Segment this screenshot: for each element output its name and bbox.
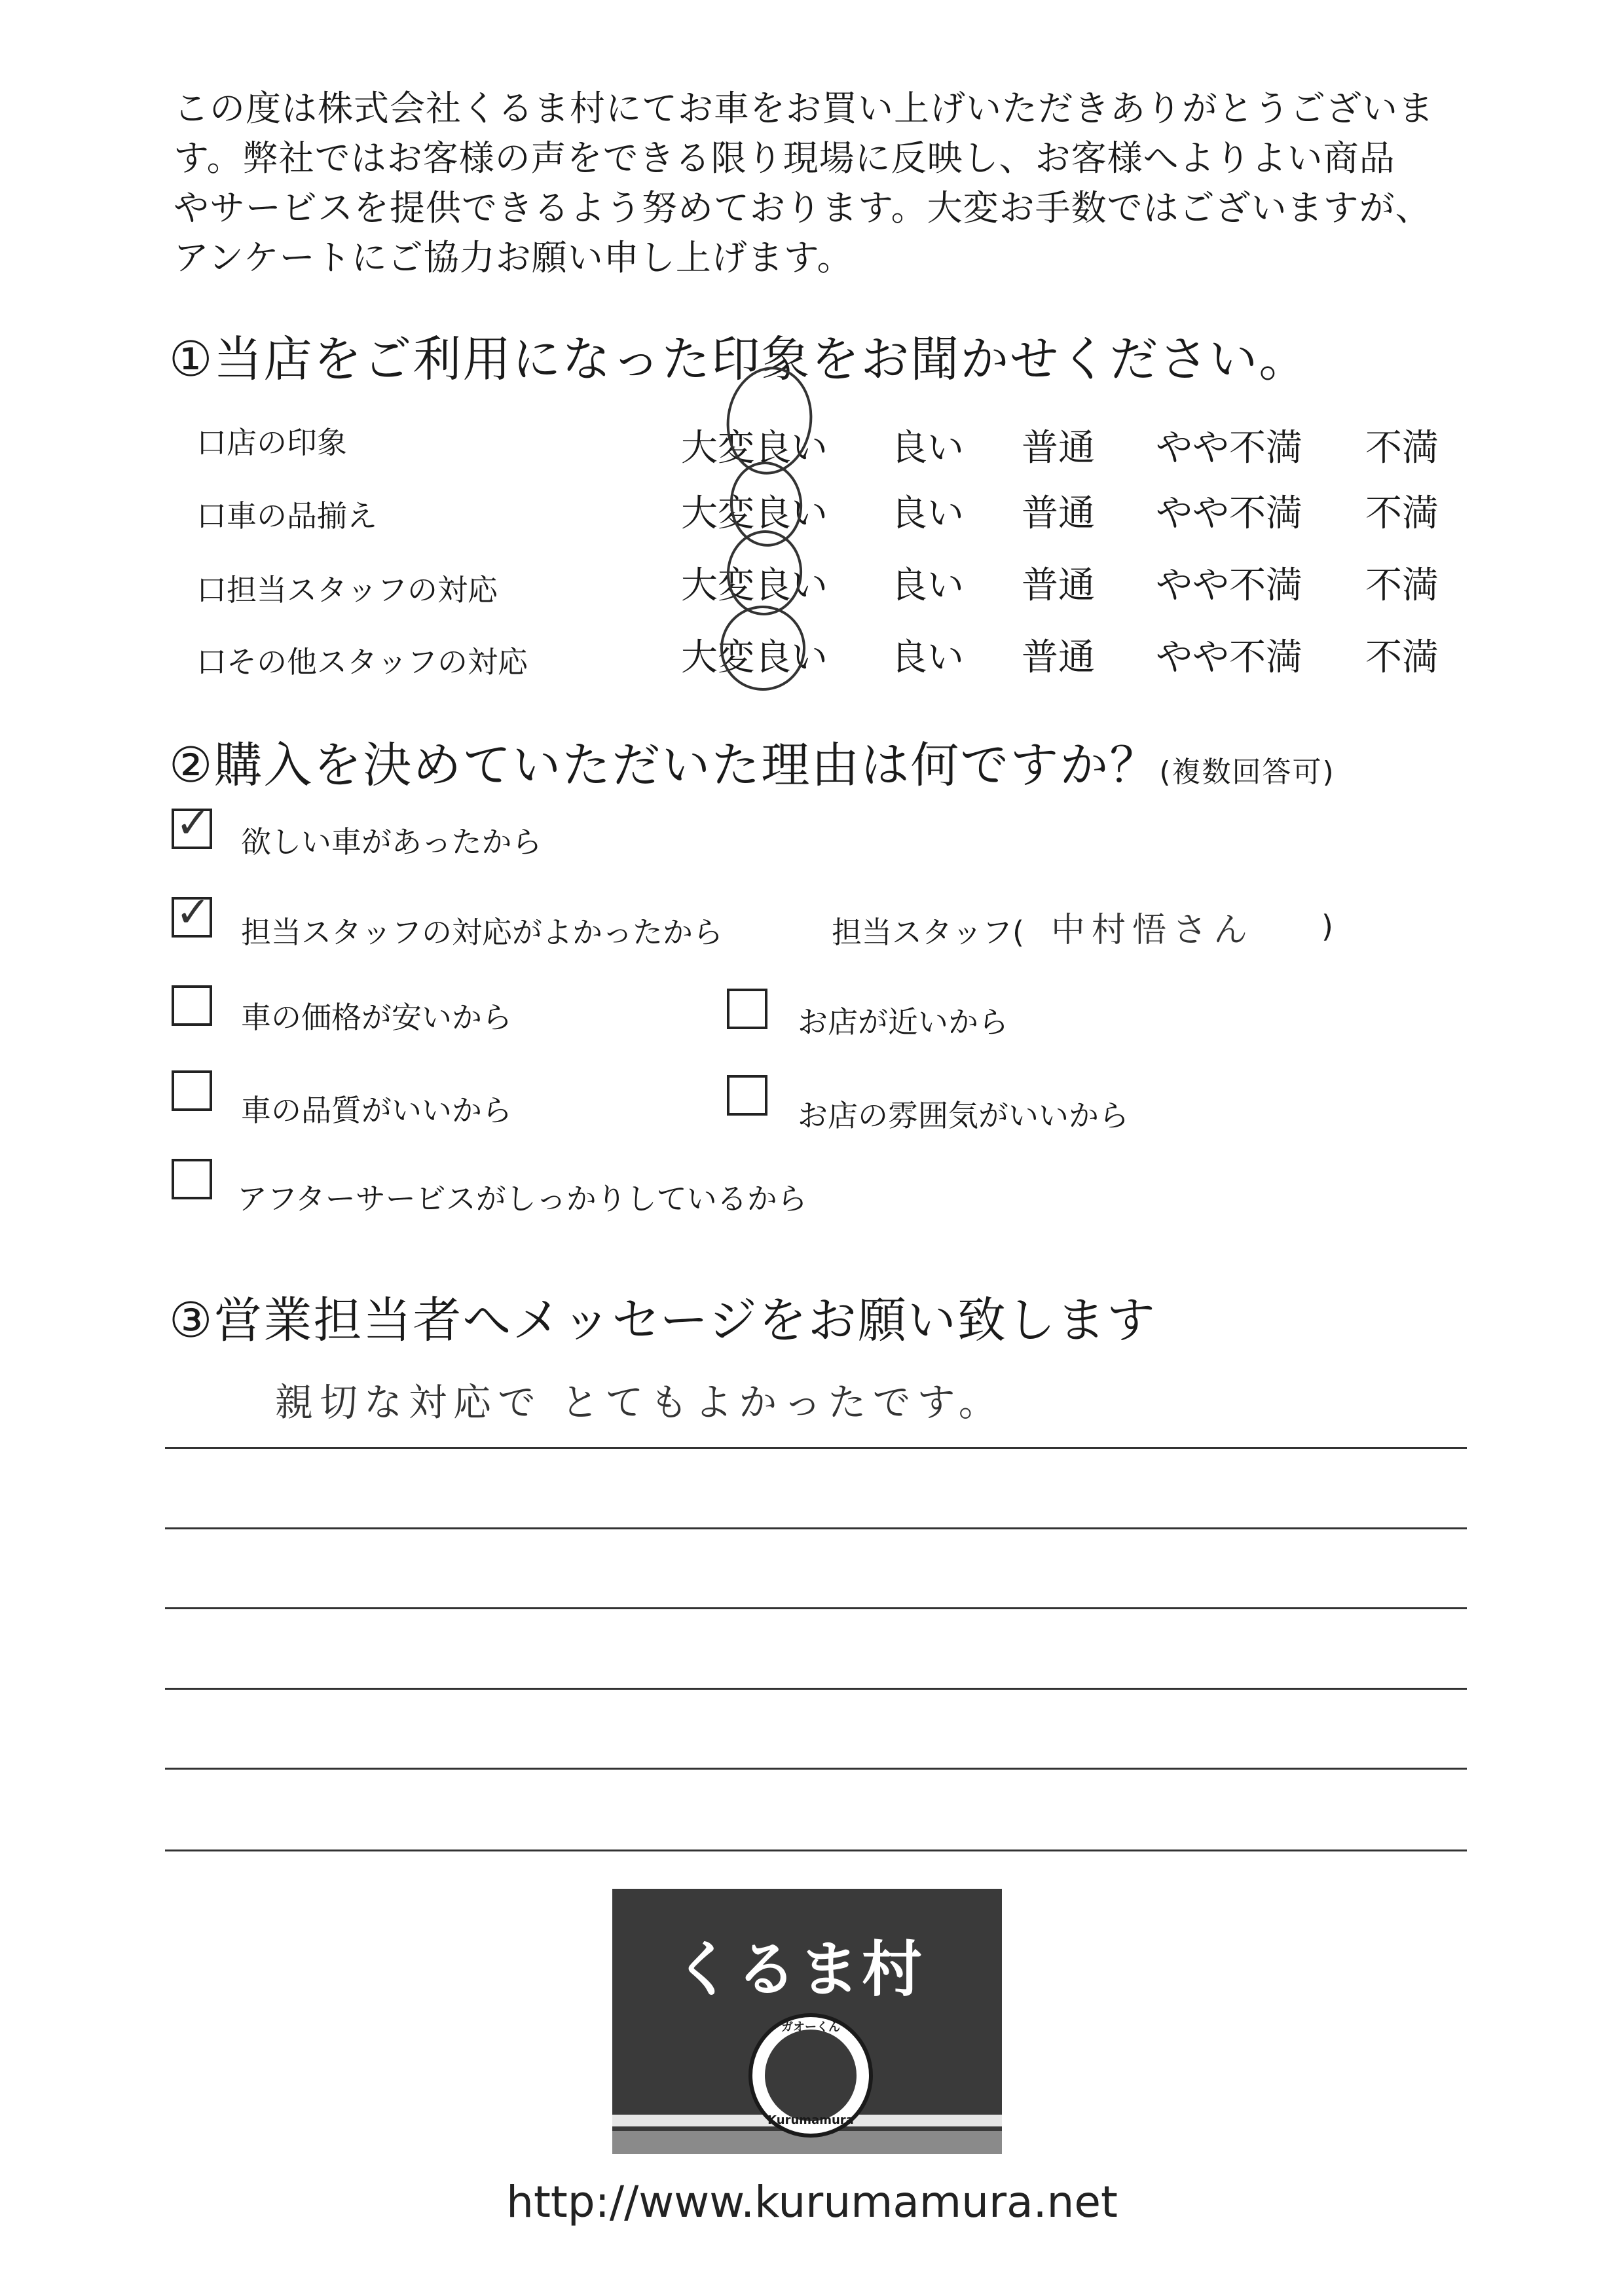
logo-wordmark: くるま村	[673, 1935, 925, 2005]
mascot-brand: Kurumamura	[767, 2113, 854, 2127]
selection-circle-mark	[715, 600, 811, 697]
rating-option-normal[interactable]: 普通	[1022, 492, 1095, 535]
rating-option-very-good[interactable]: 大変良い	[681, 492, 828, 535]
q2-title	[169, 727, 1335, 796]
q3-title: ③営業担当者へメッセージをお願い致します	[169, 1292, 1156, 1349]
message-rule-line	[165, 1447, 1467, 1449]
staff-close-paren: )	[1321, 909, 1333, 944]
intro-line-2: す。弊社ではお客様の声をできる限り現場に反映し、お客様へよりよい商品	[174, 137, 1395, 179]
q1-row-label: 口担当スタッフの対応	[196, 572, 498, 608]
website-url[interactable]: http://www.kurumamura.net	[506, 2177, 1118, 2227]
rating-option-somewhat-unsatisfied[interactable]: やや不満	[1156, 492, 1302, 535]
intro-line-4: アンケートにご協力お願い申し上げます。	[174, 237, 853, 278]
checkbox-near-shop[interactable]	[727, 989, 767, 1029]
option-label-after-service: アフターサービスがしっかりしているから	[237, 1181, 807, 1216]
rating-option-very-good[interactable]: 大変良い	[681, 427, 828, 469]
option-label-quality: 車の品質がいいから	[241, 1093, 512, 1128]
intro-line-3: やサービスを提供できるよう努めております。大変お手数ではございますが、	[174, 187, 1431, 228]
intro-paragraph	[174, 84, 1470, 283]
staff-name-handwritten[interactable]: 中村悟さん	[1051, 911, 1255, 950]
message-rule-line	[165, 1527, 1467, 1529]
q1-row-label: 口店の印象	[196, 425, 347, 460]
message-rule-line	[165, 1768, 1467, 1770]
checkbox-price[interactable]	[172, 985, 212, 1026]
rating-option-normal[interactable]: 普通	[1022, 636, 1095, 679]
rating-option-good[interactable]: 良い	[891, 492, 964, 535]
rating-option-good[interactable]: 良い	[891, 427, 964, 469]
checkbox-after-service[interactable]	[172, 1159, 212, 1199]
message-rule-line	[165, 1850, 1467, 1851]
q2-title-text: ②購入を決めていただいた理由は何ですか？	[169, 737, 1160, 793]
option-label-price: 車の価格が安いから	[241, 1000, 512, 1035]
checkbox-atmosphere[interactable]	[727, 1075, 767, 1116]
check-mark-icon: ✓	[175, 888, 211, 937]
dinosaur-mascot-icon	[765, 2030, 857, 2121]
rating-option-unsatisfied[interactable]: 不満	[1365, 564, 1439, 607]
rating-option-somewhat-unsatisfied[interactable]: やや不満	[1156, 427, 1302, 469]
option-label-staff-service: 担当スタッフの対応がよかったから	[241, 915, 723, 950]
rating-option-normal[interactable]: 普通	[1022, 427, 1095, 469]
q1-title: ①当店をご利用になった印象をお聞かせください。	[169, 331, 1309, 388]
rating-option-somewhat-unsatisfied[interactable]: やや不満	[1156, 636, 1302, 679]
message-rule-line	[165, 1688, 1467, 1690]
q1-row-label: 口車の品揃え	[196, 498, 377, 534]
option-label-near-shop: お店が近いから	[798, 1004, 1008, 1040]
rating-option-good[interactable]: 良い	[891, 564, 964, 607]
rating-option-normal[interactable]: 普通	[1022, 564, 1095, 607]
rating-option-good[interactable]: 良い	[891, 636, 964, 679]
rating-option-very-good[interactable]: 大変良い	[681, 636, 828, 679]
checkbox-quality[interactable]	[172, 1070, 212, 1111]
rating-option-unsatisfied[interactable]: 不満	[1365, 427, 1439, 469]
check-mark-icon: ✓	[175, 799, 211, 848]
rating-option-very-good[interactable]: 大変良い	[681, 564, 828, 607]
message-handwritten[interactable]: 親切な対応で とてもよかったです。	[275, 1380, 1003, 1425]
mascot-name: ガオーくん	[781, 2020, 840, 2034]
rating-option-somewhat-unsatisfied[interactable]: やや不満	[1156, 564, 1302, 607]
option-label-atmosphere: お店の雰囲気がいいから	[798, 1098, 1129, 1133]
message-rule-line	[165, 1607, 1467, 1609]
rating-option-unsatisfied[interactable]: 不満	[1365, 636, 1439, 679]
staff-label: 担当スタッフ(	[832, 915, 1024, 950]
intro-line-1: この度は株式会社くるま村にてお車をお買い上げいただきありがとうございま	[174, 88, 1434, 129]
option-label-want-car: 欲しい車があったから	[241, 824, 542, 860]
q2-note: (複数回答可)	[1159, 756, 1335, 789]
rating-option-unsatisfied[interactable]: 不満	[1365, 492, 1439, 535]
q1-row-label: 口その他スタッフの対応	[196, 644, 528, 680]
